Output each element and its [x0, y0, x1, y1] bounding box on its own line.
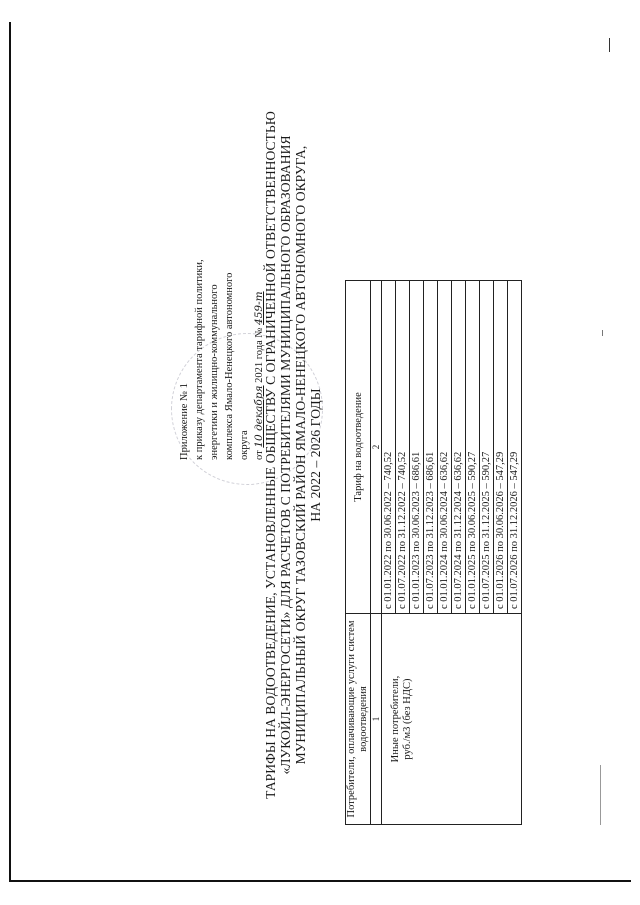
tariff-value: с 01.07.2024 по 31.12.2024 – 636,62 [452, 281, 466, 614]
column-header-consumers: Потребители, оплачивающие услуги систем водоотведения [346, 614, 371, 825]
title-line: «ЛУКОЙЛ-ЭНЕРГОСЕТИ» ДЛЯ РАСЧЕТОВ С ПОТРЕБИТЕЛЯМИ МУНИЦИПАЛЬНОГО ОБРАЗОВАНИЯ [278, 135, 293, 775]
column-number: 1 [371, 614, 382, 825]
appendix-header [177, 70, 267, 460]
tariff-value: с 01.07.2022 по 31.12.2022 – 740,52 [396, 281, 410, 614]
rotated-document-sheet [175, 75, 595, 835]
title-line: МУНИЦИПАЛЬНЫЙ ОКРУГ ТАЗОВСКИЙ РАЙОН ЯМАЛО-НЕНЕЦКОГО АВТОНОМНОГО ОКРУГА, [293, 145, 308, 765]
scan-mark [602, 330, 603, 336]
page-frame-bottom-line [9, 880, 631, 882]
appendix-line: к приказу департамента тарифной политики, [194, 259, 205, 460]
scan-mark [600, 765, 601, 825]
handwritten-date: 10 декабря [253, 385, 265, 448]
consumer-label: Иные потребители, [390, 675, 401, 763]
appendix-line: Приложение № 1 [179, 383, 190, 460]
title-line: НА 2022 – 2026 ГОДЫ [308, 388, 323, 522]
appendix-line: энергетики и жилищно-коммунального [209, 284, 220, 460]
consumer-cell [382, 614, 522, 825]
year-number-label: 2021 года № [254, 327, 265, 383]
document-title [263, 75, 323, 835]
table-number-row [371, 281, 382, 825]
appendix-line: комплекса Ямало-Ненецкого автономного [224, 272, 235, 460]
table-header-row [346, 281, 371, 825]
handwritten-number: 459-т [253, 291, 265, 325]
tariff-value: с 01.01.2023 по 30.06.2023 – 686,61 [410, 281, 424, 614]
from-label: от [254, 450, 265, 460]
tariff-value: с 01.01.2025 по 30.06.2025 – 590,27 [466, 281, 480, 614]
title-line: ТАРИФЫ НА ВОДООТВЕДЕНИЕ, УСТАНОВЛЕННЫЕ ОБЩЕСТВУ С ОГРАНИЧЕННОЙ ОТВЕТСТВЕННОСТЬЮ [263, 111, 278, 799]
table-row [382, 281, 396, 825]
tariff-value: с 01.07.2023 по 31.12.2023 – 686,61 [424, 281, 438, 614]
tariff-value: с 01.07.2025 по 31.12.2025 – 590,27 [480, 281, 494, 614]
appendix-line: округа [239, 430, 250, 460]
consumer-unit: руб./м3 (без НДС) [402, 678, 413, 760]
tariff-value: с 01.01.2022 по 30.06.2022 – 740,52 [382, 281, 396, 614]
page-frame-left-line [9, 22, 11, 882]
tariff-value: с 01.01.2024 по 30.06.2024 – 636,62 [438, 281, 452, 614]
scan-mark [609, 38, 610, 52]
column-number: 2 [371, 281, 382, 614]
tariff-value: с 01.07.2026 по 31.12.2026 – 547,29 [508, 281, 522, 614]
tariff-table [345, 280, 522, 825]
tariff-value: с 01.01.2026 по 30.06.2026 – 547,29 [494, 281, 508, 614]
column-header-tariff: Тариф на водоотведение [346, 281, 371, 614]
